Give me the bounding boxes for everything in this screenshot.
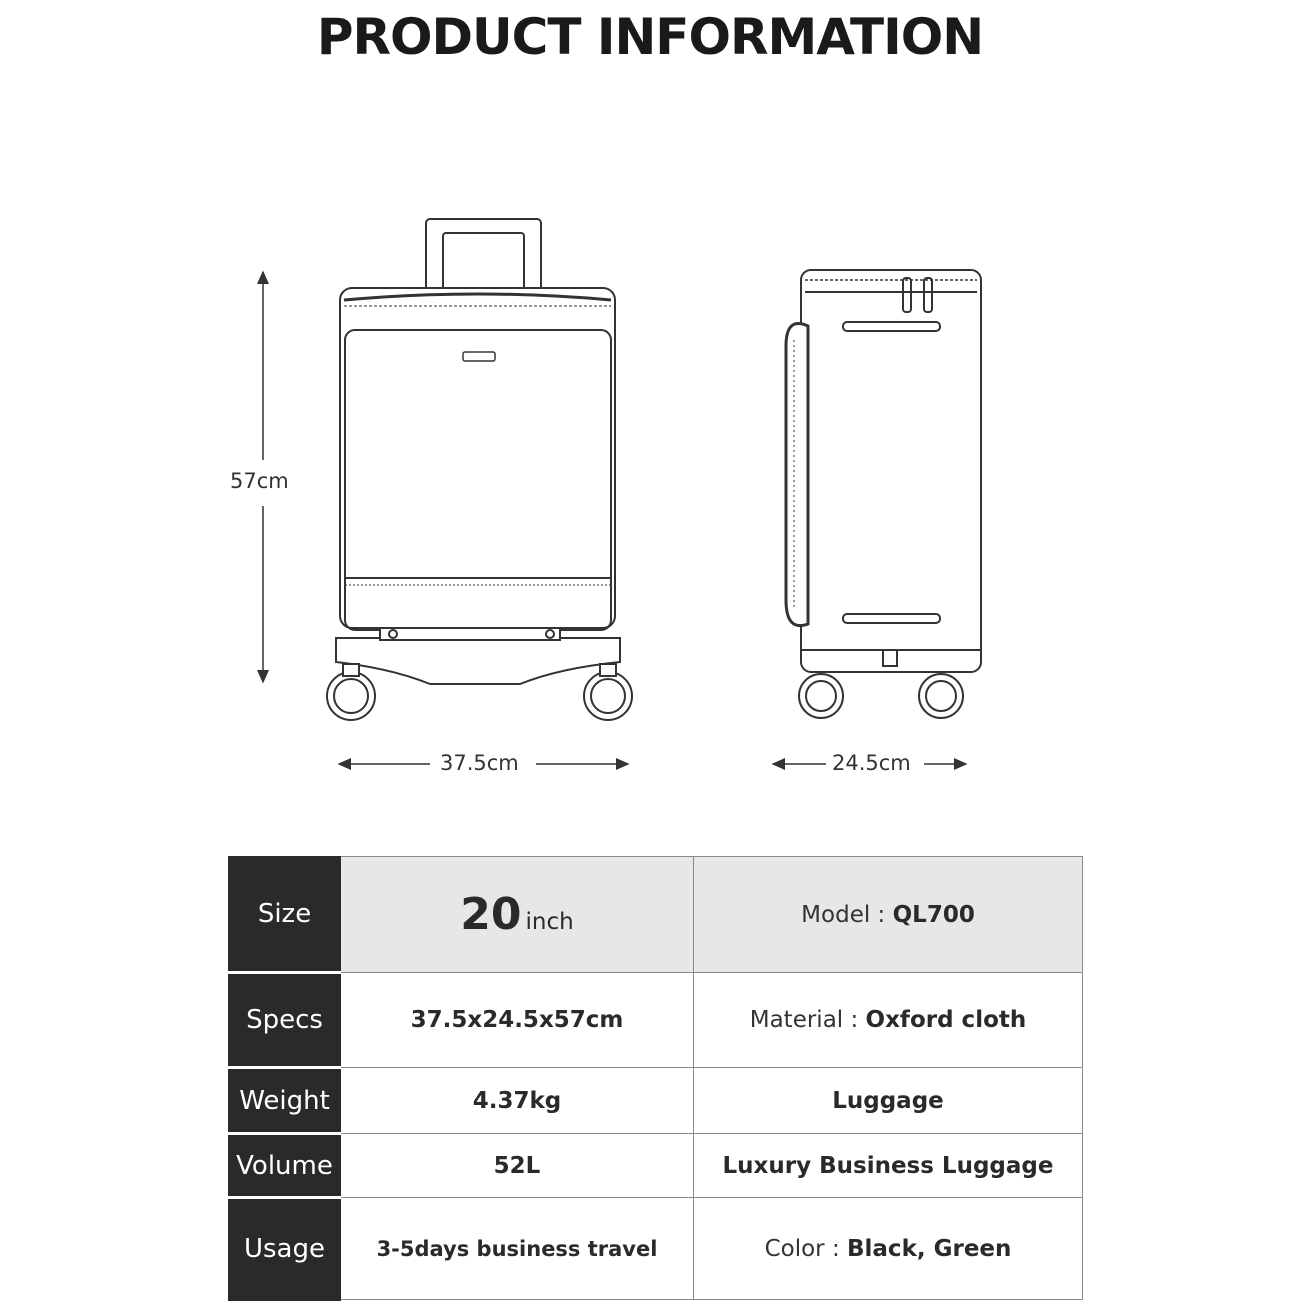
volume-key: Volume — [229, 1134, 341, 1198]
color-label: Color : — [764, 1235, 847, 1262]
usage-value: 3-5days business travel — [341, 1198, 694, 1300]
specs-key: Specs — [229, 973, 341, 1068]
model-cell — [694, 857, 1083, 973]
color-value: Black, Green — [847, 1235, 1012, 1262]
material-value: Oxford cloth — [865, 1007, 1027, 1033]
usage-key: Usage — [229, 1198, 341, 1300]
type-value: Luggage — [694, 1068, 1083, 1134]
table-row-size — [229, 857, 1083, 973]
table-row-weight — [229, 1068, 1083, 1134]
table-row-volume — [229, 1134, 1083, 1198]
category-value: Luxury Business Luggage — [694, 1134, 1083, 1198]
size-value — [341, 857, 694, 973]
front-view-suitcase — [327, 219, 632, 720]
size-key: Size — [229, 857, 341, 973]
size-unit: inch — [525, 909, 574, 935]
material-label: Material : — [749, 1007, 866, 1033]
height-dimension-label: 57cm — [226, 469, 293, 493]
weight-value: 4.37kg — [341, 1068, 694, 1134]
size-number: 20 — [460, 889, 522, 940]
specs-value: 37.5x24.5x57cm — [341, 973, 694, 1068]
color-cell — [694, 1198, 1083, 1300]
volume-value: 52L — [341, 1134, 694, 1198]
side-view-suitcase — [786, 270, 981, 718]
specs-table — [228, 856, 1083, 1301]
model-value: QL700 — [892, 901, 975, 928]
page-title: PRODUCT INFORMATION — [316, 8, 984, 66]
depth-dimension-label: 24.5cm — [828, 751, 915, 775]
width-dimension-label: 37.5cm — [436, 751, 523, 775]
model-label: Model : — [801, 901, 893, 928]
weight-key: Weight — [229, 1068, 341, 1134]
table-row-specs — [229, 973, 1083, 1068]
table-row-usage — [229, 1198, 1083, 1300]
material-cell — [694, 973, 1083, 1068]
